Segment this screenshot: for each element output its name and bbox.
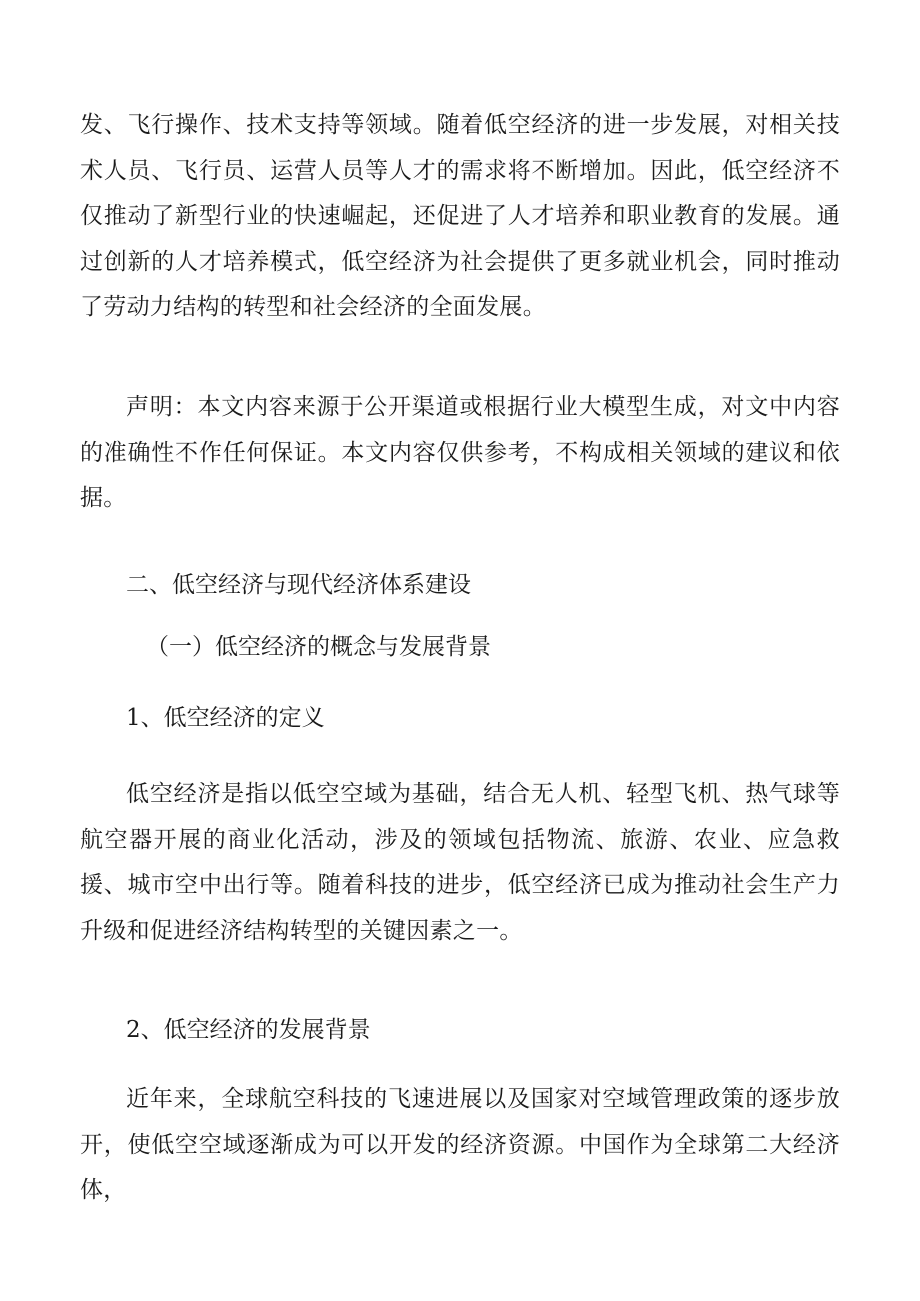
subsection-heading: （一）低空经济的概念与发展背景 bbox=[146, 634, 491, 660]
item-heading-definition: 1、低空经济的定义 bbox=[126, 705, 325, 731]
background-paragraph: 近年来，全球航空科技的飞速进展以及国家对空域管理政策的逐步放开，使低空空域逐渐成为可以开发的经济资源。中国作为全球第二大经济体， bbox=[80, 1086, 840, 1203]
body-paragraph-continued: 发、飞行操作、技术支持等领域。随着低空经济的进一步发展，对相关技术人员、飞行员、运营人员等人才的需求将不断增加。因此，低空经济不仅推动了新型行业的快速崛起，还促进了人才培养和职业教育的发展。通过创新的人才培养模式，低空经济为社会提供了更多就业机会，同时推动了劳动力结构的转型和社会经济的全面发展。 bbox=[80, 112, 840, 320]
definition-paragraph: 低空经济是指以低空空域为基础，结合无人机、轻型飞机、热气球等航空器开展的商业化活动，涉及的领域包括物流、旅游、农业、应急救援、城市空中出行等。随着科技的进步，低空经济已成为推动社会生产力升级和促进经济结构转型的关键因素之一。 bbox=[80, 781, 840, 944]
section-heading: 二、低空经济与现代经济体系建设 bbox=[126, 572, 471, 598]
disclaimer-paragraph: 声明：本文内容来源于公开渠道或根据行业大模型生成，对文中内容的准确性不作任何保证。本文内容仅供参考，不构成相关领域的建议和依据。 bbox=[80, 394, 840, 511]
item-heading-background: 2、低空经济的发展背景 bbox=[126, 1017, 371, 1043]
